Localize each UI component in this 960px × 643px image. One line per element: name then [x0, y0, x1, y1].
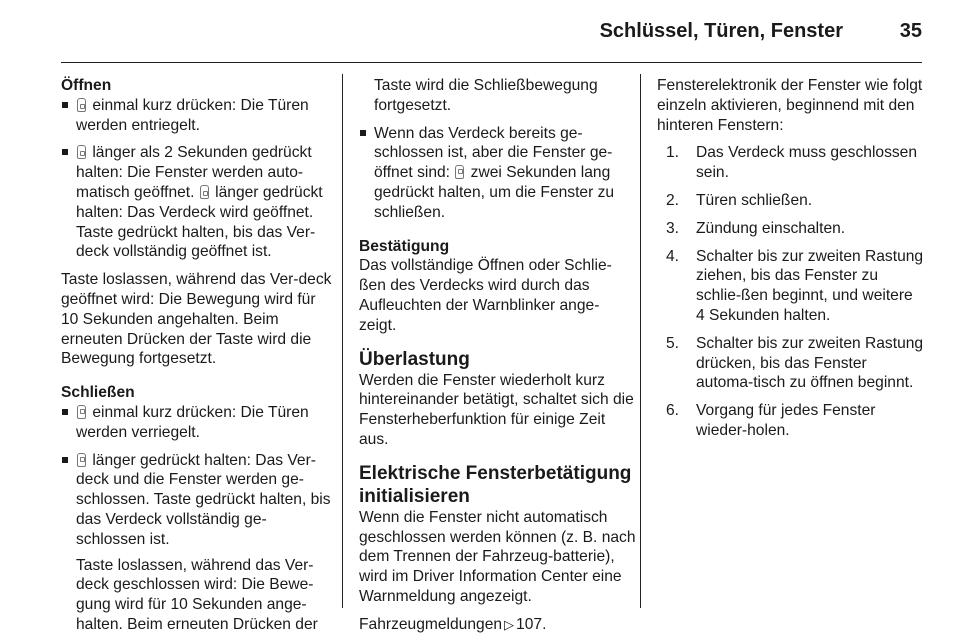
continuation-text: Taste wird die Schließbewegung fortgesetzt. — [374, 77, 598, 114]
list-item: einmal kurz drücken: Die Türen werden verriegelt. — [61, 403, 336, 443]
schliessen-list — [61, 403, 336, 550]
page-number: 35 — [899, 20, 922, 42]
unlock-key-icon — [77, 98, 86, 112]
lock-key-icon — [77, 405, 86, 419]
bullet-icon — [62, 149, 68, 155]
list-item: 1. Das Verdeck muss geschlossen sein. — [666, 144, 918, 182]
list-item: 4. Schalter bis zur zweiten Rastung ziehen, bis das Fenster zu schlie-ßen beginnt, und weitere 4 Sekunden halten. — [666, 247, 924, 324]
page-header — [0, 0, 960, 58]
oeffnen-paragraph: Taste loslassen, während das Ver-deck geöffnet wird: Die Bewegung wird für 10 Sekunden angehalten. Beim erneuten Drücken der Taste wird die Bewegung fortgesetzt. — [61, 271, 332, 368]
header-divider — [61, 62, 922, 63]
init-text: Wenn die Fenster nicht automatisch geschlossen werden können (z. B. nach dem Trennen der Fahrzeug-batterie), wird im Driver Information Center eine Warnmeldung angezeigt. — [359, 508, 636, 605]
column-divider-2 — [640, 74, 641, 608]
reference-page-link[interactable]: 107. — [516, 615, 547, 633]
unlock-key-icon — [200, 185, 209, 199]
heading-bestaetigung: Bestätigung — [359, 237, 450, 255]
column-divider-1 — [342, 74, 343, 608]
reference-arrow-icon: ▷ — [504, 616, 515, 632]
lock-key-icon — [455, 165, 464, 179]
list-item: Wenn das Verdeck bereits ge-schlossen ist, aber die Fenster ge-öffnet sind: zwei Sekunden lang gedrückt halten, um die Fenster zu schließen. — [359, 124, 636, 223]
steps-list — [657, 143, 925, 440]
lock-key-icon — [77, 453, 86, 467]
bullet-icon — [62, 102, 68, 108]
cross-reference: Fahrzeugmeldungen ▷ 107. — [359, 615, 547, 633]
bestaetigung-text: Das vollständige Öffnen oder Schlie-ßen des Verdecks wird durch das Aufleuchten der Warnblinker ange-zeigt. — [359, 257, 612, 334]
heading-ueberlastung: Überlastung — [359, 348, 470, 370]
list-item: 6. Vorgang für jedes Fenster wieder-holen. — [666, 402, 876, 439]
list-item: 2. Türen schließen. — [666, 191, 813, 209]
column-2 — [359, 76, 636, 643]
oeffnen-list — [61, 96, 336, 262]
steps-intro: Fensterelektronik der Fenster wie folgt einzeln aktivieren, beginnend mit den hinteren Fenstern: — [657, 77, 923, 134]
page-title: Schlüssel, Türen, Fenster — [599, 20, 843, 42]
bullet-icon — [62, 409, 68, 415]
bullet-icon — [360, 130, 366, 136]
list-item: länger als 2 Sekunden gedrückt halten: Die Fenster werden auto-matisch geöffnet. länger gedrückt halten: Das Verdeck wird geöffnet. Taste gedrückt halten, bis das Ver-deck vollständig geöffnet ist. — [61, 143, 336, 262]
schliessen-continuation: Taste loslassen, während das Ver-deck geschlossen wird: Die Bewe-gung wird für 10 Sekunden ange-halten. Beim erneuten Drücken der — [76, 556, 318, 633]
list-item: länger gedrückt halten: Das Ver-deck und die Fenster werden ge-schlossen. Taste gedrückt halten, bis das Verdeck vollständig ge-schlossen ist. — [61, 451, 336, 550]
verdeck-list — [359, 124, 636, 223]
list-item: 3. Zündung einschalten. — [666, 219, 846, 237]
heading-initialisieren: Elektrische Fensterbetätigung initialisieren — [359, 462, 632, 507]
column-1 — [61, 76, 336, 643]
list-item: 5. Schalter bis zur zweiten Rastung drücken, bis das Fenster automa-tisch zu öffnen beginnt. — [666, 334, 924, 392]
heading-schliessen: Schließen — [61, 384, 135, 402]
bullet-icon — [62, 457, 68, 463]
ueberlastung-text: Werden die Fenster wiederholt kurz hintereinander betätigt, schaltet sich die Fensterheberfunktion für einige Zeit aus. — [359, 371, 634, 448]
heading-oeffnen: Öffnen — [61, 77, 112, 94]
column-3 — [657, 76, 925, 449]
unlock-key-icon — [77, 145, 86, 159]
list-item: einmal kurz drücken: Die Türen werden entriegelt. — [61, 96, 336, 136]
